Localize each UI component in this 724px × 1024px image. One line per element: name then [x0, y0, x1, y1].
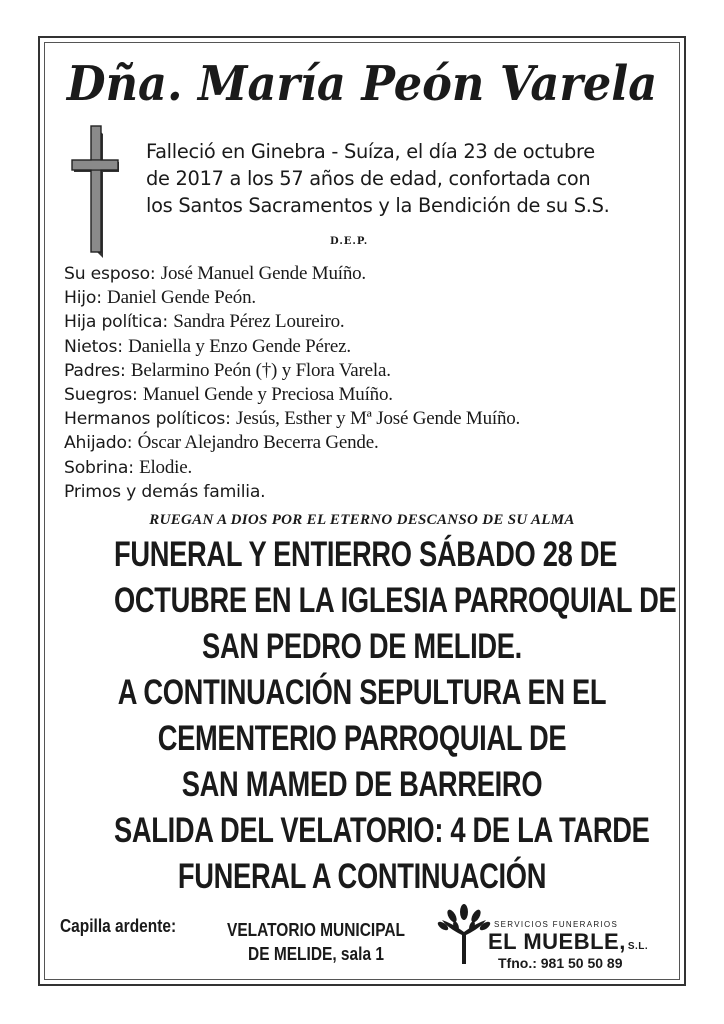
announcement-line: OCTUBRE EN LA IGLESIA PARROQUIAL DE	[113, 581, 677, 620]
family-value: Jesús, Esther y Mª José Gende Muíño.	[236, 408, 521, 430]
deceased-name: Dña. María Peón Varela	[66, 56, 658, 112]
funeral-announcement	[44, 532, 680, 900]
family-value: Daniella y Enzo Gende Pérez.	[128, 335, 351, 357]
family-value: Elodie.	[139, 456, 193, 478]
family-list	[64, 262, 674, 504]
family-label: Hijo:	[64, 288, 108, 309]
family-row	[64, 383, 674, 407]
family-label: Primos y demás familia.	[64, 481, 266, 502]
cross-icon	[68, 124, 122, 260]
family-label: Suegros:	[64, 385, 143, 406]
announcement-line: A CONTINUACIÓN SEPULTURA EN EL	[117, 673, 607, 712]
family-row	[64, 286, 674, 310]
family-label: Sobrina:	[64, 457, 140, 478]
capilla-label: Capilla ardente:	[60, 916, 177, 936]
family-row	[64, 310, 674, 334]
family-row	[64, 456, 674, 480]
velatorio-line: DE MELIDE, sala 1	[248, 944, 384, 964]
tree-icon	[436, 902, 492, 968]
logo-name	[488, 929, 648, 955]
family-label: Hija política:	[64, 312, 174, 333]
announcement-line: CEMENTERIO PARROQUIAL DE	[157, 719, 567, 758]
intro-line: los Santos Sacramentos y la Bendición de su S.S.	[146, 194, 610, 217]
family-value: Belarmino Peón (†) y Flora Varela.	[130, 359, 391, 381]
prayer-request: RUEGAN A DIOS POR EL ETERNO DESCANSO DE SU ALMA	[149, 512, 575, 528]
logo-tagline: SERVICIOS FUNERARIOS	[494, 920, 619, 929]
intro-line: de 2017 a los 57 años de edad, confortada con	[146, 167, 591, 190]
logo-phone: Tfno.: 981 50 50 89	[498, 955, 623, 971]
announcement-line: SAN MAMED DE BARREIRO	[181, 765, 543, 804]
intro-line: Falleció en Ginebra - Suíza, el día 23 de octubre	[146, 140, 595, 163]
family-label: Padres:	[64, 360, 131, 381]
family-row	[64, 407, 674, 431]
announcement-line: FUNERAL A CONTINUACIÓN	[177, 857, 547, 896]
family-row	[64, 335, 674, 359]
family-label: Su esposo:	[64, 264, 161, 284]
announcement-line: SALIDA DEL VELATORIO: 4 DE LA TARDE	[113, 811, 650, 850]
family-row	[64, 359, 674, 383]
dep-text: D.E.P.	[330, 236, 369, 247]
family-label: Ahijado:	[64, 433, 138, 454]
velatorio-location	[206, 918, 426, 966]
family-label: Nietos:	[64, 336, 129, 357]
logo-suffix: S.L.	[627, 941, 649, 952]
announcement-line: FUNERAL Y ENTIERRO SÁBADO 28 DE	[113, 535, 618, 574]
family-label: Hermanos políticos:	[64, 409, 237, 430]
death-notice-text	[146, 138, 691, 219]
family-row	[64, 431, 674, 455]
family-value: Manuel Gende y Preciosa Muíño.	[142, 384, 393, 406]
family-value: Sandra Pérez Loureiro.	[173, 311, 345, 333]
announcement-line: SAN PEDRO DE MELIDE.	[202, 627, 522, 666]
velatorio-line: VELATORIO MUNICIPAL	[226, 920, 406, 940]
logo-name-text: EL MUEBLE,	[488, 929, 626, 954]
family-value: Óscar Alejandro Becerra Gende.	[137, 432, 379, 454]
family-row	[64, 480, 674, 504]
family-value: Daniel Gende Peón.	[107, 287, 256, 309]
family-value: José Manuel Gende Muíño.	[160, 263, 366, 284]
family-row	[64, 262, 674, 286]
